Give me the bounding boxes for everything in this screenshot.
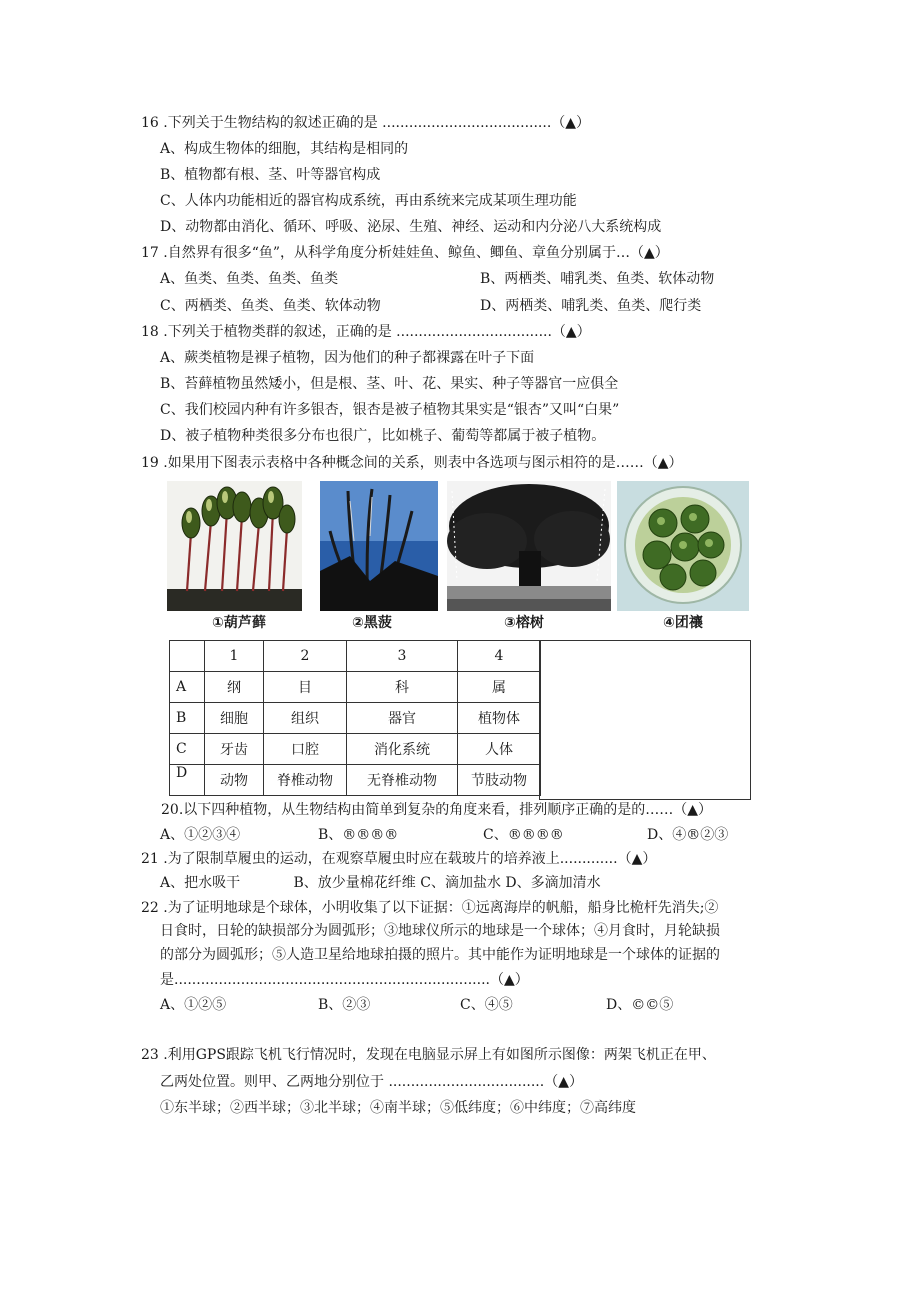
q18-option-b: B、苔藓植物虽然矮小，但是根、茎、叶、花、果实、种子等器官一应俱全 <box>160 376 619 392</box>
diagram-box <box>539 640 751 800</box>
table-header-row <box>170 641 541 672</box>
table-cell: 纲 <box>205 672 264 703</box>
volvox-photo <box>617 481 749 611</box>
q17-stem: 17 .自然界有很多“鱼”，从科学角度分析娃娃鱼、鲸鱼、鲫鱼、章鱼分别属于…（▲） <box>141 245 669 261</box>
table-cell: 口腔 <box>264 734 347 765</box>
q17-option-a: A、鱼类、鱼类、鱼类、鱼类 <box>160 271 339 287</box>
q22-option-c: C、④⑤ <box>460 997 513 1013</box>
table-row <box>170 672 541 703</box>
q18-option-d: D、被子植物种类很多分布也很广，比如桃子、葡萄等都属于被子植物。 <box>160 428 606 444</box>
q22-option-a: A、①②⑤ <box>160 997 227 1013</box>
caption-banyan: ③榕树 <box>504 615 544 631</box>
table-row <box>170 703 541 734</box>
table-cell: D <box>170 765 205 796</box>
caption-moss: ①葫芦藓 <box>212 615 266 631</box>
concept-table <box>169 640 541 796</box>
q16-stem: 16 .下列关于生物结构的叙述正确的是 ......................................（▲） <box>141 115 591 131</box>
table-cell: 消化系统 <box>347 734 458 765</box>
table-cell: 2 <box>264 641 347 672</box>
table-row <box>170 765 541 796</box>
moss-photo <box>167 481 302 611</box>
table-cell: 牙齿 <box>205 734 264 765</box>
table-cell: B <box>170 703 205 734</box>
q23-stem-line-2: 乙两处位置。则甲、乙两地分别位于 ...................................（▲） <box>160 1074 583 1090</box>
table-row <box>170 734 541 765</box>
q19-stem: 19 .如果用下图表示表格中各种概念间的关系，则表中各选项与图示相符的是……（▲） <box>141 455 683 471</box>
banyan-tree-photo <box>447 481 611 611</box>
q23-choices: ①东半球；②西半球；③北半球；④南半球；⑤低纬度；⑥中纬度；⑦高纬度 <box>160 1100 636 1116</box>
q20-stem: 20.以下四种植物，从生物结构由简单到复杂的角度来看，排列顺序正确的是的……（▲） <box>161 802 713 818</box>
q18-stem: 18 .下列关于植物类群的叙述，正确的是 ...................................（▲） <box>141 324 591 340</box>
table-cell: 组织 <box>264 703 347 734</box>
q18-option-c: C、我们校园内种有许多银杏，银杏是被子植物其果实是“银杏”又叫“白果” <box>160 402 620 418</box>
table-cell: 属 <box>458 672 541 703</box>
q20-option-c: C、®®®® <box>483 827 564 843</box>
caption-fern: ②黑菠 <box>352 615 392 631</box>
table-cell <box>170 641 205 672</box>
table-cell: 器官 <box>347 703 458 734</box>
table-cell: 无脊椎动物 <box>347 765 458 796</box>
table-cell: 科 <box>347 672 458 703</box>
q17-option-c: C、两栖类、鱼类、鱼类、软体动物 <box>160 298 381 314</box>
q17-option-d: D、两栖类、哺乳类、鱼类、爬行类 <box>480 298 702 314</box>
table-cell: 目 <box>264 672 347 703</box>
q20-option-d: D、④®②③ <box>647 827 729 843</box>
q16-option-c: C、人体内功能相近的器官构成系统，再由系统来完成某项生理功能 <box>160 193 577 209</box>
q22-stem-line-4: 是.......................................................................（▲） <box>160 972 529 988</box>
table-cell: 细胞 <box>205 703 264 734</box>
fern-photo <box>320 481 438 611</box>
table-cell: 植物体 <box>458 703 541 734</box>
q16-option-b: B、植物都有根、茎、叶等器官构成 <box>160 167 381 183</box>
q21-stem: 21 .为了限制草履虫的运动，在观察草履虫时应在载玻片的培养液上.............（▲） <box>141 851 657 867</box>
q22-stem-line-3: 的部分为圆弧形；⑤人造卫星给地球拍摄的照片。其中能作为证明地球是一个球体的证据的 <box>160 947 720 963</box>
q18-option-a: A、蕨类植物是裸子植物，因为他们的种子都裸露在叶子下面 <box>160 350 535 366</box>
q22-option-d: D、©©⑤ <box>606 997 674 1013</box>
table-cell: 脊椎动物 <box>264 765 347 796</box>
table-cell: A <box>170 672 205 703</box>
table-cell: 人体 <box>458 734 541 765</box>
table-cell: 节肢动物 <box>458 765 541 796</box>
q20-option-b: B、®®®® <box>318 827 399 843</box>
q17-option-b: B、两栖类、哺乳类、鱼类、软体动物 <box>480 271 715 287</box>
table-cell: 4 <box>458 641 541 672</box>
q22-option-b: B、②③ <box>318 997 371 1013</box>
caption-volvox: ④团禳 <box>663 615 703 631</box>
table-cell: 动物 <box>205 765 264 796</box>
table-cell: 3 <box>347 641 458 672</box>
q22-stem-line-1: 22 .为了证明地球是个球体，小明收集了以下证据：①远离海岸的帆船，船身比桅杆先消失;② <box>141 900 719 916</box>
q21-options: A、把水吸干 B、放少量棉花纤维 C、滴加盐水 D、多滴加清水 <box>160 875 601 891</box>
q20-option-a: A、①②③④ <box>160 827 241 843</box>
table-cell: C <box>170 734 205 765</box>
q22-stem-line-2: 日食时，日轮的缺损部分为圆弧形；③地球仪所示的地球是一个球体；④月食时，月轮缺损 <box>160 923 720 939</box>
q23-stem-line-1: 23 .利用GPS跟踪飞机飞行情况时，发现在电脑显示屏上有如图所示图像：两架飞机正在甲、 <box>141 1047 716 1063</box>
q16-option-d: D、动物都由消化、循环、呼吸、泌尿、生殖、神经、运动和内分泌八大系统构成 <box>160 219 662 235</box>
q16-option-a: A、构成生物体的细胞，其结构是相同的 <box>160 141 409 157</box>
table-cell: 1 <box>205 641 264 672</box>
